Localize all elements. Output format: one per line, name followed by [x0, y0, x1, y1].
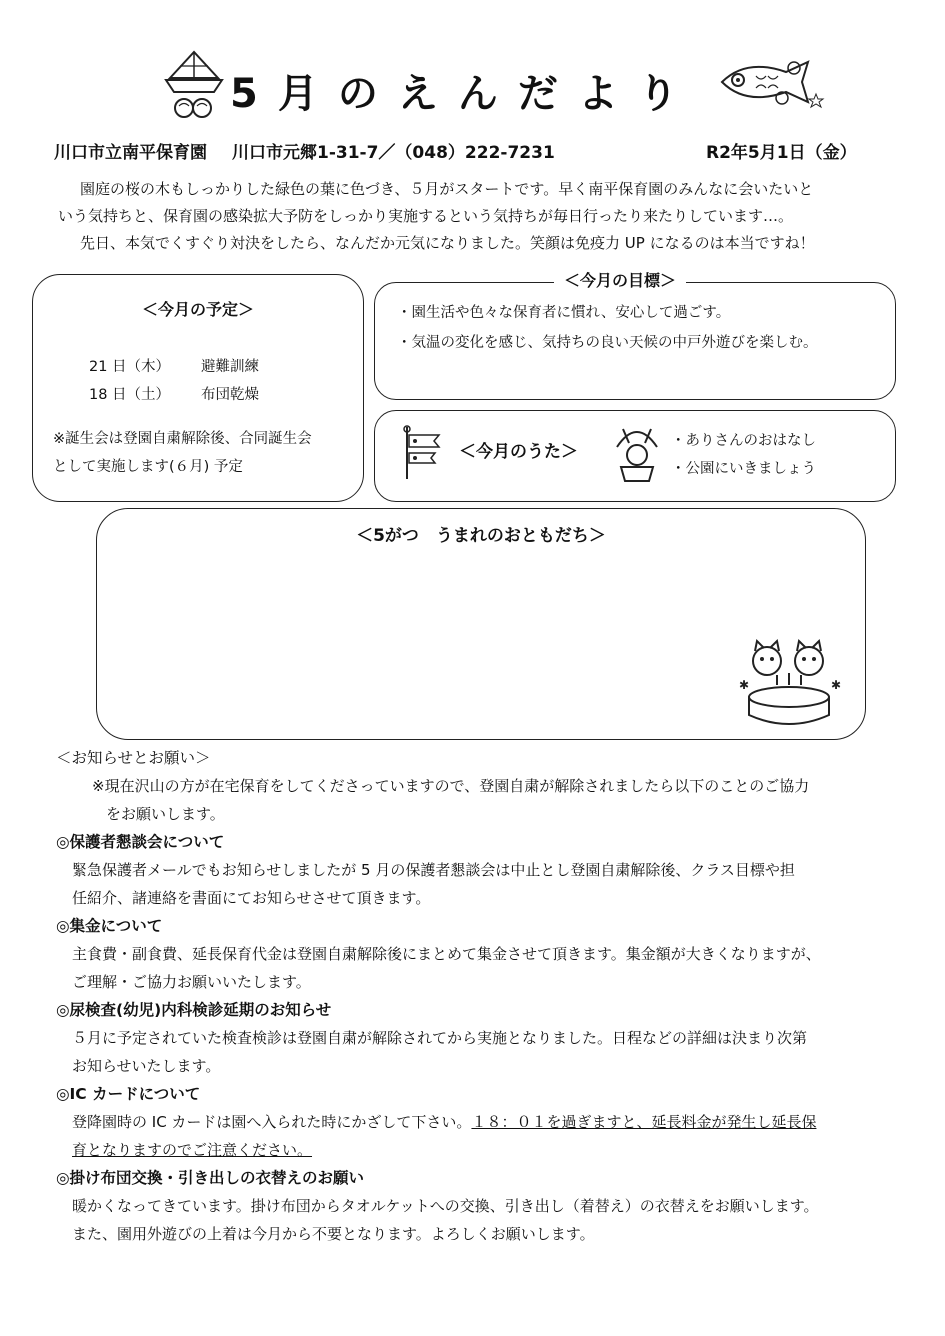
svg-text:✱: ✱ — [831, 678, 842, 692]
intro-line: いう気持ちと、保育園の感染拡大予防をしっかり実施するという気持ちが毎日行ったり来たりしています…。 — [58, 207, 794, 225]
intro-line: 先日、本気でくすぐり対決をしたら、なんだか元気になりました。笑顔は免疫力 UP になるのは本当ですね！ — [80, 234, 815, 252]
address-phone: 川口市元郷1-31-7／（048）222-7231 — [232, 143, 555, 163]
notices-title: ＜お知らせとお願い＞ — [56, 749, 211, 767]
notices-section — [56, 744, 896, 1248]
section-heading: ◎尿検査(幼児)内科検診延期のお知らせ — [56, 1001, 332, 1019]
songs-box — [374, 410, 896, 502]
birthday-box — [96, 508, 866, 740]
song-item: ・ありさんのおはなし — [671, 433, 816, 449]
samurai-helmet-icon — [613, 423, 661, 483]
section-heading: ◎集金について — [56, 917, 163, 935]
intro-paragraph — [58, 176, 898, 257]
overtime-warning-cont: 育となりますのでご注意ください。 — [72, 1141, 313, 1159]
school-name: 川口市立南平保育園 — [54, 143, 207, 163]
schedule-title: ＜今月の予定＞ — [141, 300, 254, 319]
goals-box — [374, 282, 896, 400]
section-body-line: 暖かくなってきています。掛け布団からタオルケットへの交換、引き出し（着替え）の衣替えをお願いします。 — [72, 1197, 819, 1215]
issue-date: R2年5月1日（金） — [706, 143, 857, 163]
birthday-cake-cats-icon — [737, 639, 843, 731]
schedule-note: として実施します(６月) 予定 — [53, 459, 243, 475]
section-body-line — [56, 1136, 896, 1164]
kabuto-origami-icon — [162, 48, 226, 120]
section-body-line: ５月に予定されていた検査検診は登園自粛が解除されてから実施となりました。日程などの詳細は決まり次第 — [72, 1029, 808, 1047]
section-heading: ◎掛け布団交換・引き出しの衣替えのお願い — [56, 1169, 365, 1187]
notices-lead: ※現在沢山の方が在宅保育をしてくださっていますので、登園自粛が解除されましたら以下のことのご協力 — [92, 777, 810, 795]
svg-text:✱: ✱ — [739, 678, 750, 692]
section-body-line: また、園用外遊びの上着は今月から不要となります。よろしくお願いします。 — [72, 1225, 595, 1243]
notices-lead: をお願いします。 — [106, 805, 225, 823]
section-body-line: お知らせいたします。 — [72, 1057, 221, 1075]
songs-title: ＜今月のうた＞ — [459, 442, 578, 462]
section-body-line: ご理解・ご協力お願いいたします。 — [72, 973, 311, 991]
koinobori-icon — [716, 54, 826, 110]
ic-card-text: 登降園時の IC カードは園へ入られた時にかざして下さい。 — [72, 1113, 472, 1131]
schedule-box — [32, 274, 364, 502]
goal-item: ・園生活や色々な保育者に慣れ、安心して過ごす。 — [397, 305, 731, 321]
birthday-title: ＜5がつ うまれのおともだち＞ — [356, 526, 606, 546]
koinobori-pole-icon — [399, 425, 447, 481]
section-body-line: 主食費・副食費、延長保育代金は登園自粛解除後にまとめて集金させて頂きます。集金額が大きくなりますが、 — [72, 945, 821, 963]
schedule-date: 21 日（木） — [89, 359, 171, 375]
schedule-event: 避難訓練 — [201, 359, 259, 375]
schedule-date: 18 日（土） — [89, 387, 171, 403]
schedule-event: 布団乾燥 — [201, 387, 259, 403]
section-heading: ◎IC カードについて — [56, 1085, 201, 1103]
section-heading: ◎保護者懇談会について — [56, 833, 225, 851]
section-body-line — [56, 1108, 896, 1136]
goal-item: ・気温の変化を感じ、気持ちの良い天候の中戸外遊びを楽しむ。 — [397, 335, 818, 351]
goals-title: ＜今月の目標＞ — [554, 268, 686, 291]
overtime-warning: １８：０１を過ぎますと、延長料金が発生し延長保 — [471, 1113, 817, 1131]
section-body-line: 緊急保護者メールでもお知らせしましたが 5 月の保護者懇談会は中止とし登園自粛解除後、クラス目標や担 — [72, 861, 795, 879]
schedule-note: ※誕生会は登園自粛解除後、合同誕生会 — [53, 431, 312, 447]
song-item: ・公園にいきましょう — [671, 461, 816, 477]
newsletter-title: 5月のえんだより — [230, 71, 698, 117]
section-body-line: 任紹介、諸連絡を書面にてお知らせさせて頂きます。 — [72, 889, 431, 907]
intro-line: 園庭の桜の木もしっかりした緑色の葉に色づき、５月がスタートです。早く南平保育園のみんなに会いたいと — [80, 180, 814, 198]
